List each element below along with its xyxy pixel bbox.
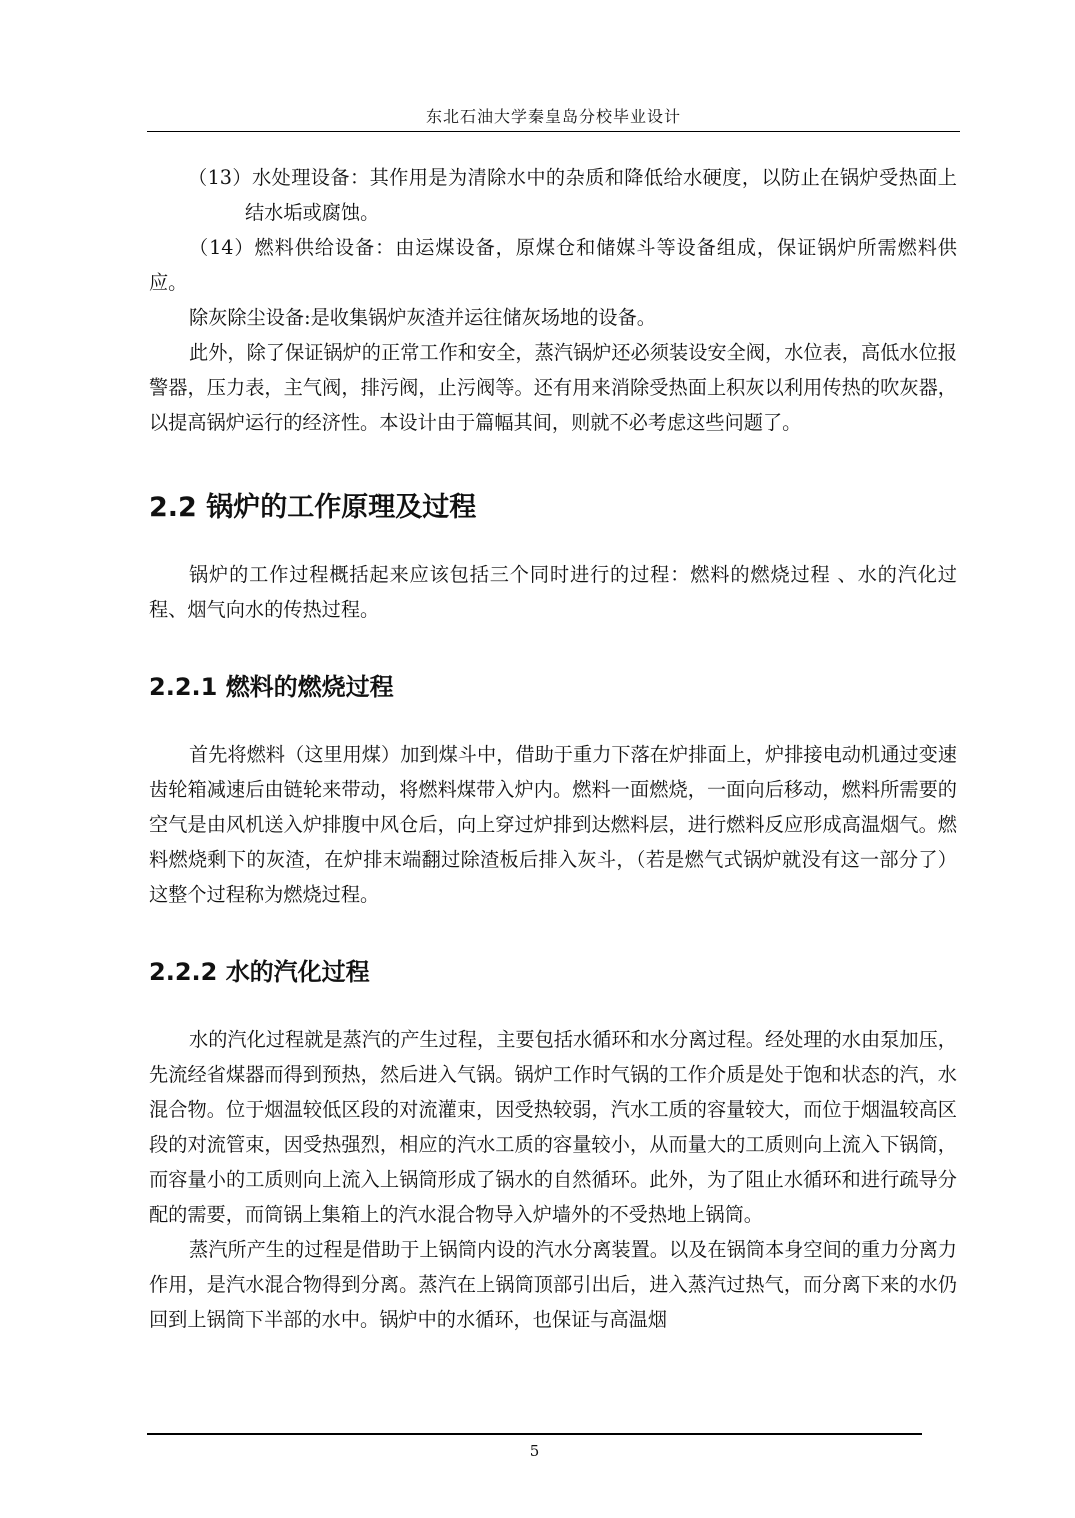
section-2-2-1-heading: 2.2.1 燃料的燃烧过程 [149, 673, 394, 701]
item-additional-equipment: 此外，除了保证锅炉的正常工作和安全，蒸汽锅炉还必须装设安全阀，水位表，高低水位报警器，压力表，主气阀，排污阀，止污阀等。还有用来消除受热面上积灰以利用传热的吹灰器，以提高锅炉运行的经济性。本设计由于篇幅其间，则就不必考虑这些问题了。 [149, 341, 957, 434]
section-2-2-paragraph: 锅炉的工作过程概括起来应该包括三个同时进行的过程：燃料的燃烧过程 、水的汽化过程、烟气向水的传热过程。 [149, 563, 957, 621]
page-body [149, 160, 957, 1337]
section-2-2-heading: 2.2 锅炉的工作原理及过程 [149, 492, 477, 523]
page-header: 东北石油大学秦皇岛分校毕业设计 [425, 107, 681, 126]
footer-rule [147, 1433, 922, 1435]
item-13: （13）水处理设备：其作用是为清除水中的杂质和降低给水硬度，以防止在锅炉受热面上结水垢或腐蚀。 [188, 166, 957, 224]
section-2-2-2-paragraph-1: 水的汽化过程就是蒸汽的产生过程，主要包括水循环和水分离过程。经处理的水由泵加压，先流经省煤器而得到预热，然后进入气锅。锅炉工作时气锅的工作介质是处于饱和状态的汽，水混合物。位于烟温较低区段的对流灌束，因受热较弱，汽水工质的容量较大，而位于烟温较高区段的对流管束，因受热强烈，相应的汽水工质的容量较小，从而量大的工质则向上流入下锅筒，而容量小的工质则向上流入上锅筒形成了锅水的自然循环。此外，为了阻止水循环和进行疏导分配的需要，而筒锅上集箱上的汽水混合物导入炉墙外的不受热地上锅筒。 [149, 1028, 957, 1226]
item-14: （14）燃料供给设备：由运煤设备，原煤仓和储媒斗等设备组成，保证锅炉所需燃料供应。 [149, 236, 957, 294]
section-2-2-1-paragraph: 首先将燃料（这里用煤）加到煤斗中，借助于重力下落在炉排面上，炉排接电动机通过变速齿轮箱减速后由链轮来带动，将燃料煤带入炉内。燃料一面燃烧，一面向后移动，燃料所需要的空气是由风机送入炉排腹中风仓后，向上穿过炉排到达燃料层，进行燃料反应形成高温烟气。燃料燃烧剩下的灰渣，在炉排末端翻过除渣板后排入灰斗，（若是燃气式锅炉就没有这一部分了）这整个过程称为燃烧过程。 [149, 743, 957, 906]
section-2-2-2-paragraph-2: 蒸汽所产生的过程是借助于上锅筒内设的汽水分离装置。以及在锅筒本身空间的重力分离力作用，是汽水混合物得到分离。蒸汽在上锅筒顶部引出后，进入蒸汽过热气，而分离下来的水仍回到上锅筒下半部的水中。锅炉中的水循环，也保证与高温烟 [149, 1238, 957, 1331]
item-dust-removal: 除灰除尘设备:是收集锅炉灰渣并运往储灰场地的设备。 [189, 306, 656, 329]
page-number: 5 [529, 1442, 540, 1460]
header-rule [147, 131, 960, 132]
section-2-2-2-heading: 2.2.2 水的汽化过程 [149, 958, 370, 986]
